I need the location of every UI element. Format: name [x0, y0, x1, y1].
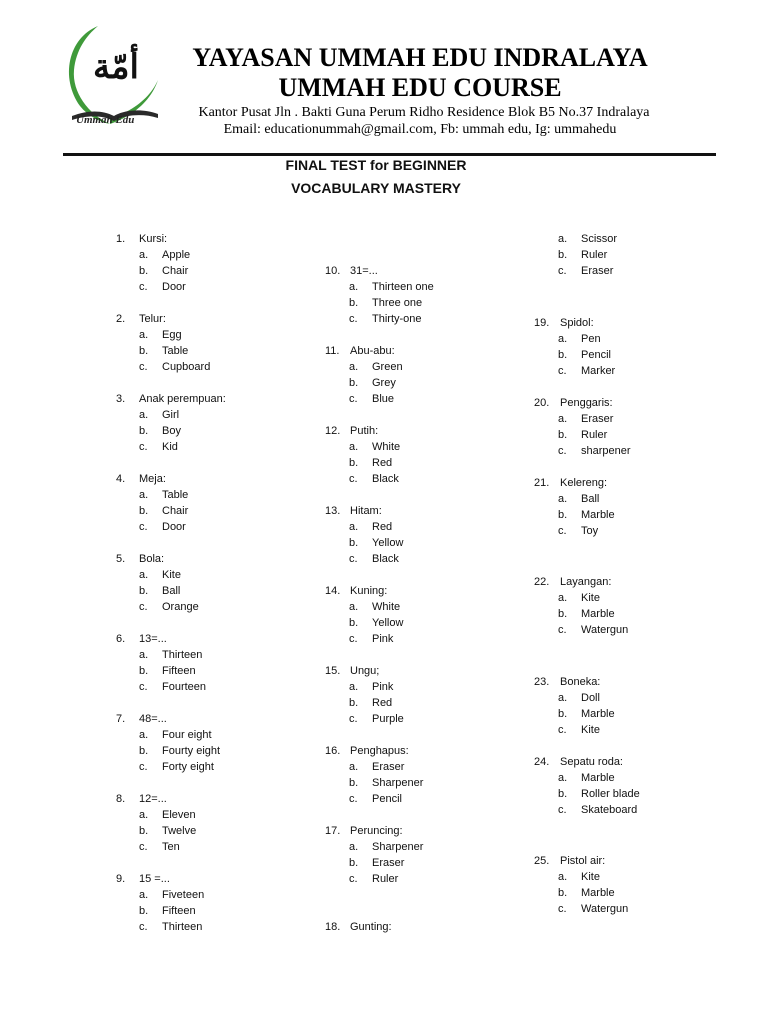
- question-number: 9.: [116, 873, 126, 885]
- option-letter: c.: [139, 441, 148, 453]
- option-text: Ball: [162, 585, 181, 597]
- option-letter: a.: [558, 413, 568, 425]
- option-text: Pen: [581, 333, 601, 345]
- svg-text:أمّة: أمّة: [93, 47, 139, 87]
- option-letter: b.: [349, 377, 359, 389]
- option-letter: c.: [139, 921, 148, 933]
- option-text: Marker: [581, 365, 616, 377]
- option-letter: a.: [349, 441, 359, 453]
- option-text: Yellow: [372, 537, 404, 549]
- option-text: Skateboard: [581, 804, 638, 816]
- question-text: Spidol:: [560, 317, 594, 329]
- question-text: 31=...: [350, 265, 378, 277]
- option-text: Blue: [372, 393, 395, 405]
- option-letter: c.: [349, 313, 358, 325]
- option-letter: a.: [558, 871, 568, 883]
- option-letter: b.: [558, 887, 568, 899]
- option-text: Forty eight: [162, 761, 214, 773]
- option-letter: a.: [139, 889, 149, 901]
- question-number: 25.: [534, 855, 550, 867]
- option-letter: a.: [558, 493, 568, 505]
- option-text: Door: [162, 281, 186, 293]
- option-letter: a.: [139, 729, 149, 741]
- option-letter: c.: [139, 521, 148, 533]
- option-letter: b.: [349, 777, 359, 789]
- option-letter: c.: [139, 761, 148, 773]
- option-letter: b.: [558, 509, 568, 521]
- option-text: Eraser: [581, 265, 614, 277]
- option-text: Twelve: [162, 825, 197, 837]
- option-letter: b.: [558, 429, 568, 441]
- option-text: Thirty-one: [372, 313, 422, 325]
- option-letter: a.: [139, 809, 149, 821]
- option-text: Kite: [162, 569, 181, 581]
- option-letter: b.: [349, 457, 359, 469]
- option-text: Kite: [581, 592, 600, 604]
- option-letter: c.: [558, 365, 567, 377]
- question-text: Putih:: [350, 425, 379, 437]
- question-text: Abu-abu:: [350, 345, 395, 357]
- option-text: Door: [162, 521, 186, 533]
- office-address: Kantor Pusat Jln . Bakti Guna Perum Ridho Residence Blok B5 No.37 Indralaya: [198, 105, 650, 120]
- question-number: 8.: [116, 793, 126, 805]
- option-letter: a.: [349, 361, 359, 373]
- question-text: Telur:: [139, 313, 166, 325]
- test-subtitle: VOCABULARY MASTERY: [291, 180, 461, 196]
- option-text: Ruler: [581, 429, 608, 441]
- option-text: Doll: [581, 692, 600, 704]
- question-text: Kuning:: [350, 585, 388, 597]
- option-text: Watergun: [581, 903, 629, 915]
- option-text: White: [372, 441, 401, 453]
- option-text: Fourty eight: [162, 745, 221, 757]
- option-letter: c.: [349, 633, 358, 645]
- question-number: 2.: [116, 313, 126, 325]
- question-text: Hitam:: [350, 505, 382, 517]
- option-text: Fiveteen: [162, 889, 205, 901]
- question-text: Kursi:: [139, 233, 168, 245]
- option-letter: a.: [349, 681, 359, 693]
- option-letter: b.: [558, 249, 568, 261]
- option-letter: b.: [139, 265, 149, 277]
- option-letter: a.: [349, 281, 359, 293]
- question-text: Peruncing:: [350, 825, 403, 837]
- option-letter: b.: [558, 708, 568, 720]
- question-text: Kelereng:: [560, 477, 608, 489]
- option-letter: b.: [558, 349, 568, 361]
- option-letter: b.: [139, 905, 149, 917]
- option-text: Marble: [581, 708, 615, 720]
- option-letter: b.: [558, 788, 568, 800]
- question-number: 16.: [325, 745, 341, 757]
- option-text: Grey: [372, 377, 396, 389]
- option-letter: c.: [349, 393, 358, 405]
- option-letter: c.: [558, 903, 567, 915]
- option-letter: c.: [139, 361, 148, 373]
- option-text: Ruler: [372, 873, 399, 885]
- question-number: 24.: [534, 756, 550, 768]
- option-letter: c.: [139, 601, 148, 613]
- option-letter: a.: [558, 233, 568, 245]
- option-letter: c.: [558, 525, 567, 537]
- question-text: Meja:: [139, 473, 166, 485]
- option-letter: c.: [558, 265, 567, 277]
- logo-caption: Ummah Edu: [76, 114, 135, 126]
- option-text: Thirteen: [162, 921, 203, 933]
- option-text: Marble: [581, 608, 615, 620]
- option-text: Scissor: [581, 233, 618, 245]
- option-text: Marble: [581, 509, 615, 521]
- option-text: Red: [372, 697, 393, 709]
- option-letter: c.: [139, 681, 148, 693]
- option-text: Ten: [162, 841, 180, 853]
- option-letter: c.: [349, 553, 358, 565]
- test-title: FINAL TEST for BEGINNER: [285, 157, 467, 173]
- question-text: Anak perempuan:: [139, 393, 226, 405]
- question-text: Ungu;: [350, 665, 380, 677]
- option-letter: a.: [349, 601, 359, 613]
- option-text: Watergun: [581, 624, 629, 636]
- option-letter: b.: [349, 697, 359, 709]
- question-number: 5.: [116, 553, 126, 565]
- option-letter: a.: [139, 409, 149, 421]
- course-name: UMMAH EDU COURSE: [278, 73, 562, 102]
- option-text: Toy: [581, 525, 599, 537]
- option-text: Fifteen: [162, 905, 196, 917]
- option-text: Black: [372, 473, 399, 485]
- question-text: Bola:: [139, 553, 165, 565]
- option-text: Kid: [162, 441, 178, 453]
- option-letter: a.: [139, 249, 149, 261]
- question-number: 13.: [325, 505, 341, 517]
- option-letter: c.: [558, 804, 567, 816]
- option-text: Ruler: [581, 249, 608, 261]
- question-text: Boneka:: [560, 676, 601, 688]
- option-letter: a.: [349, 841, 359, 853]
- option-letter: b.: [139, 585, 149, 597]
- option-text: White: [372, 601, 401, 613]
- option-text: Apple: [162, 249, 191, 261]
- option-text: Eraser: [581, 413, 614, 425]
- question-number: 22.: [534, 576, 550, 588]
- option-text: Three one: [372, 297, 423, 309]
- option-text: Kite: [581, 724, 600, 736]
- option-text: Chair: [162, 505, 189, 517]
- question-number: 11.: [325, 345, 340, 357]
- contact-info: Email: educationummah@gmail.com, Fb: ummah edu, Ig: ummahedu: [223, 122, 617, 137]
- question-text: Penghapus:: [350, 745, 409, 757]
- option-letter: b.: [558, 608, 568, 620]
- question-number: 3.: [116, 393, 126, 405]
- option-letter: b.: [349, 537, 359, 549]
- option-letter: b.: [139, 745, 149, 757]
- option-letter: b.: [139, 505, 149, 517]
- question-number: 1.: [116, 233, 126, 245]
- option-text: Green: [372, 361, 403, 373]
- option-text: Pink: [372, 681, 394, 693]
- option-letter: c.: [349, 873, 358, 885]
- option-text: Table: [162, 489, 189, 501]
- option-letter: c.: [558, 624, 567, 636]
- question-number: 17.: [325, 825, 341, 837]
- option-letter: b.: [139, 825, 149, 837]
- option-letter: a.: [558, 772, 568, 784]
- option-text: Yellow: [372, 617, 404, 629]
- question-text: Sepatu roda:: [560, 756, 623, 768]
- option-text: Pink: [372, 633, 394, 645]
- question-number: 7.: [116, 713, 126, 725]
- question-number: 21.: [534, 477, 550, 489]
- option-text: Fourteen: [162, 681, 207, 693]
- option-letter: c.: [139, 281, 148, 293]
- question-text: 13=...: [139, 633, 167, 645]
- option-text: Orange: [162, 601, 199, 613]
- question-text: Pistol air:: [560, 855, 606, 867]
- option-letter: c.: [558, 445, 567, 457]
- option-letter: a.: [139, 569, 149, 581]
- option-letter: b.: [349, 617, 359, 629]
- question-number: 4.: [116, 473, 126, 485]
- question-number: 15.: [325, 665, 341, 677]
- option-text: Ball: [581, 493, 600, 505]
- question-text: Penggaris:: [560, 397, 613, 409]
- option-letter: b.: [139, 665, 149, 677]
- option-text: Eraser: [372, 761, 405, 773]
- option-text: Black: [372, 553, 399, 565]
- option-letter: a.: [558, 692, 568, 704]
- option-text: Thirteen one: [372, 281, 434, 293]
- option-letter: b.: [139, 425, 149, 437]
- option-letter: a.: [558, 592, 568, 604]
- question-number: 14.: [325, 585, 341, 597]
- option-letter: a.: [349, 761, 359, 773]
- option-letter: b.: [349, 297, 359, 309]
- option-letter: a.: [139, 649, 149, 661]
- question-number: 18.: [325, 921, 341, 933]
- question-number: 19.: [534, 317, 550, 329]
- option-text: Chair: [162, 265, 189, 277]
- question-text: 15 =...: [139, 873, 170, 885]
- question-number: 10.: [325, 265, 341, 277]
- option-text: Four eight: [162, 729, 212, 741]
- option-text: Sharpener: [372, 841, 424, 853]
- option-letter: c.: [349, 793, 358, 805]
- option-letter: c.: [139, 841, 148, 853]
- option-text: Purple: [372, 713, 404, 725]
- question-text: Gunting:: [350, 921, 392, 933]
- option-text: Fifteen: [162, 665, 196, 677]
- option-text: Marble: [581, 772, 615, 784]
- question-number: 12.: [325, 425, 341, 437]
- question-number: 20.: [534, 397, 550, 409]
- question-text: Layangan:: [560, 576, 612, 588]
- question-number: 6.: [116, 633, 126, 645]
- option-text: Girl: [162, 409, 180, 421]
- option-letter: a.: [139, 489, 149, 501]
- option-letter: a.: [558, 333, 568, 345]
- option-letter: b.: [349, 857, 359, 869]
- option-text: Roller blade: [581, 788, 640, 800]
- option-letter: c.: [349, 713, 358, 725]
- option-text: Table: [162, 345, 189, 357]
- option-letter: a.: [349, 521, 359, 533]
- option-text: sharpener: [581, 445, 631, 457]
- option-text: Red: [372, 521, 393, 533]
- question-text: 48=...: [139, 713, 167, 725]
- option-text: Boy: [162, 425, 181, 437]
- option-text: Kite: [581, 871, 600, 883]
- option-text: Marble: [581, 887, 615, 899]
- option-text: Pencil: [581, 349, 611, 361]
- option-text: Eleven: [162, 809, 196, 821]
- option-letter: c.: [349, 473, 358, 485]
- option-text: Pencil: [372, 793, 402, 805]
- foundation-name: YAYASAN UMMAH EDU INDRALAYA: [192, 43, 648, 72]
- option-text: Thirteen: [162, 649, 203, 661]
- option-text: Eraser: [372, 857, 405, 869]
- option-letter: a.: [139, 329, 149, 341]
- option-text: Egg: [162, 329, 182, 341]
- question-text: 12=...: [139, 793, 167, 805]
- option-text: Sharpener: [372, 777, 424, 789]
- option-letter: b.: [139, 345, 149, 357]
- option-text: Red: [372, 457, 393, 469]
- option-letter: c.: [558, 724, 567, 736]
- option-text: Cupboard: [162, 361, 211, 373]
- question-number: 23.: [534, 676, 550, 688]
